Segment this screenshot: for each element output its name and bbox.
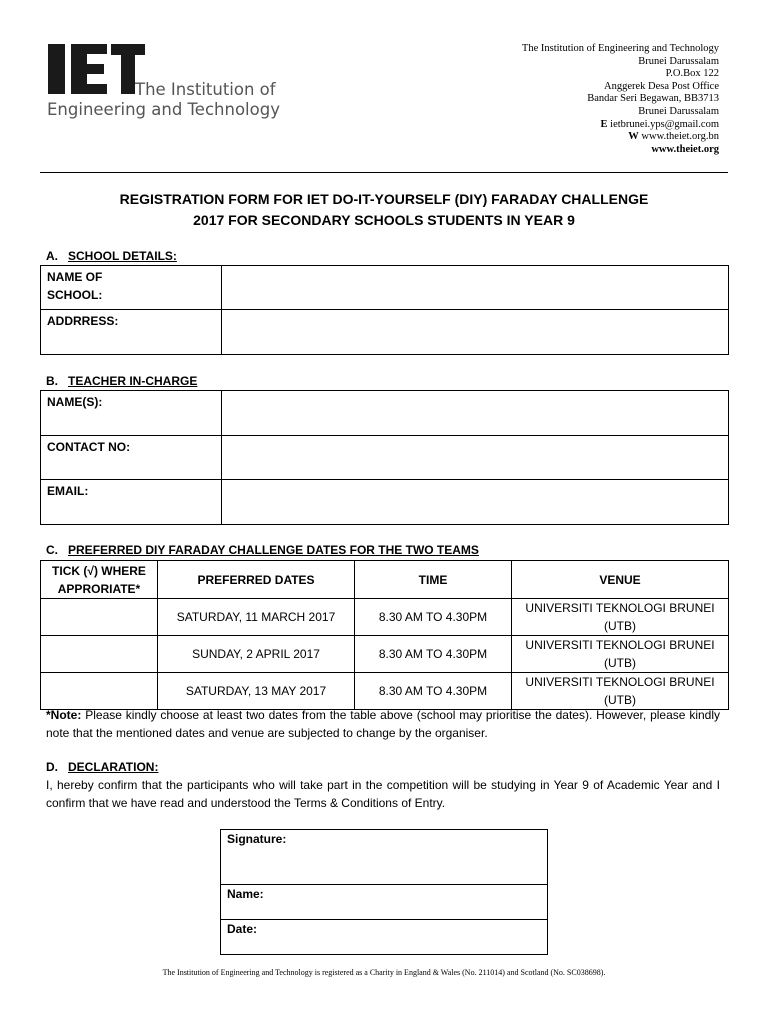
table-row <box>41 636 729 673</box>
contact-no-label: CONTACT NO: <box>41 436 222 480</box>
address-line: Brunei Darussalam <box>638 105 719 117</box>
note-text: Please kindly choose at least two dates from the table above (school may prioritise the dates). However, please kindly note that the mentioned dates and venue are subjected to change by the organiser. <box>46 708 720 740</box>
section-d-heading <box>46 760 158 774</box>
declaration-text: I, hereby confirm that the participants who will take part in the competition will be studying in Year 9 of Academic Year and I confirm that we have read and understood the Terms & Conditions of Entry. <box>46 778 720 810</box>
section-c-title: PREFERRED DIY FARADAY CHALLENGE DATES FOR THE TWO TEAMS <box>68 543 479 557</box>
table-row <box>41 673 729 710</box>
section-a-letter: A. <box>46 249 58 263</box>
section-b-title: TEACHER IN-CHARGE <box>68 374 198 388</box>
email-prefix: E <box>600 118 608 130</box>
tick-checkbox[interactable] <box>41 636 158 673</box>
email-field[interactable] <box>222 480 729 525</box>
venue-cell: UNIVERSITI TEKNOLOGI BRUNEI (UTB) <box>512 599 729 636</box>
signature-field[interactable]: Signature: <box>221 830 548 885</box>
address-line: P.O.Box 122 <box>665 68 719 80</box>
logo-name-line1: The Institution of <box>135 80 276 99</box>
section-b-letter: B. <box>46 374 58 388</box>
date-cell: SATURDAY, 13 MAY 2017 <box>158 673 355 710</box>
table-row <box>41 599 729 636</box>
note-paragraph <box>46 706 720 742</box>
venue-cell: UNIVERSITI TEKNOLOGI BRUNEI (UTB) <box>512 636 729 673</box>
tick-header: TICK (√) WHERE APPRORIATE* <box>41 561 158 599</box>
form-title-line2: 2017 FOR SECONDARY SCHOOLS STUDENTS IN YEAR 9 <box>193 212 575 228</box>
dates-header: PREFERRED DATES <box>158 561 355 599</box>
address-label: ADDRRESS: <box>41 310 222 355</box>
signature-table <box>220 829 548 955</box>
email-text[interactable]: ietbrunei.yps@gmail.com <box>610 118 719 130</box>
web-text[interactable]: www.theiet.org.bn <box>641 131 719 143</box>
section-a-heading <box>46 249 177 263</box>
time-header: TIME <box>355 561 512 599</box>
section-d-title: DECLARATION: <box>68 760 159 774</box>
contact-no-field[interactable] <box>222 436 729 480</box>
section-c-letter: C. <box>46 543 58 557</box>
header-divider <box>40 172 728 173</box>
web-prefix: W <box>628 131 639 143</box>
email-line <box>522 119 719 132</box>
address-line: The Institution of Engineering and Technology <box>521 43 719 54</box>
name-field[interactable]: Name: <box>221 885 548 920</box>
email-label: EMAIL: <box>41 480 222 525</box>
note-label: *Note: <box>46 708 82 722</box>
web-line <box>522 131 719 144</box>
venue-cell: UNIVERSITI TEKNOLOGI BRUNEI (UTB) <box>512 673 729 710</box>
tick-checkbox[interactable] <box>41 599 158 636</box>
section-a-title: SCHOOL DETAILS: <box>68 249 177 263</box>
section-c-heading <box>46 543 479 557</box>
form-title-line1: REGISTRATION FORM FOR IET DO-IT-YOURSELF (DIY) FARADAY CHALLENGE <box>119 191 649 207</box>
date-cell: SATURDAY, 11 MARCH 2017 <box>158 599 355 636</box>
tick-checkbox[interactable] <box>41 673 158 710</box>
address-block <box>522 43 719 156</box>
address-field[interactable] <box>222 310 729 355</box>
section-b-heading <box>46 374 197 388</box>
time-cell: 8.30 AM TO 4.30PM <box>355 673 512 710</box>
logo-name-line2: Engineering and Technology <box>47 100 280 119</box>
school-name-field[interactable] <box>222 266 729 310</box>
form-title <box>0 189 768 231</box>
venue-header: VENUE <box>512 561 729 599</box>
time-cell: 8.30 AM TO 4.30PM <box>355 636 512 673</box>
teacher-table <box>40 390 729 525</box>
school-details-table <box>40 265 729 355</box>
dates-table <box>40 560 729 710</box>
address-line: Anggerek Desa Post Office <box>604 80 719 92</box>
time-cell: 8.30 AM TO 4.30PM <box>355 599 512 636</box>
footer-text: The Institution of Engineering and Technology is registered as a Charity in England & Wales (No. 211014) and Scotland (No. SC038698). <box>162 968 606 977</box>
date-field[interactable]: Date: <box>221 920 548 955</box>
address-line: Brunei Darussalam <box>638 55 719 67</box>
address-line: Bandar Seri Begawan, BB3713 <box>587 93 719 105</box>
teacher-name-field[interactable] <box>222 391 729 436</box>
section-d-letter: D. <box>46 760 58 774</box>
web2-line[interactable]: www.theiet.org <box>651 143 719 155</box>
teacher-name-label: NAME(S): <box>41 391 222 436</box>
school-name-label: NAME OF SCHOOL: <box>41 266 222 310</box>
date-cell: SUNDAY, 2 APRIL 2017 <box>158 636 355 673</box>
